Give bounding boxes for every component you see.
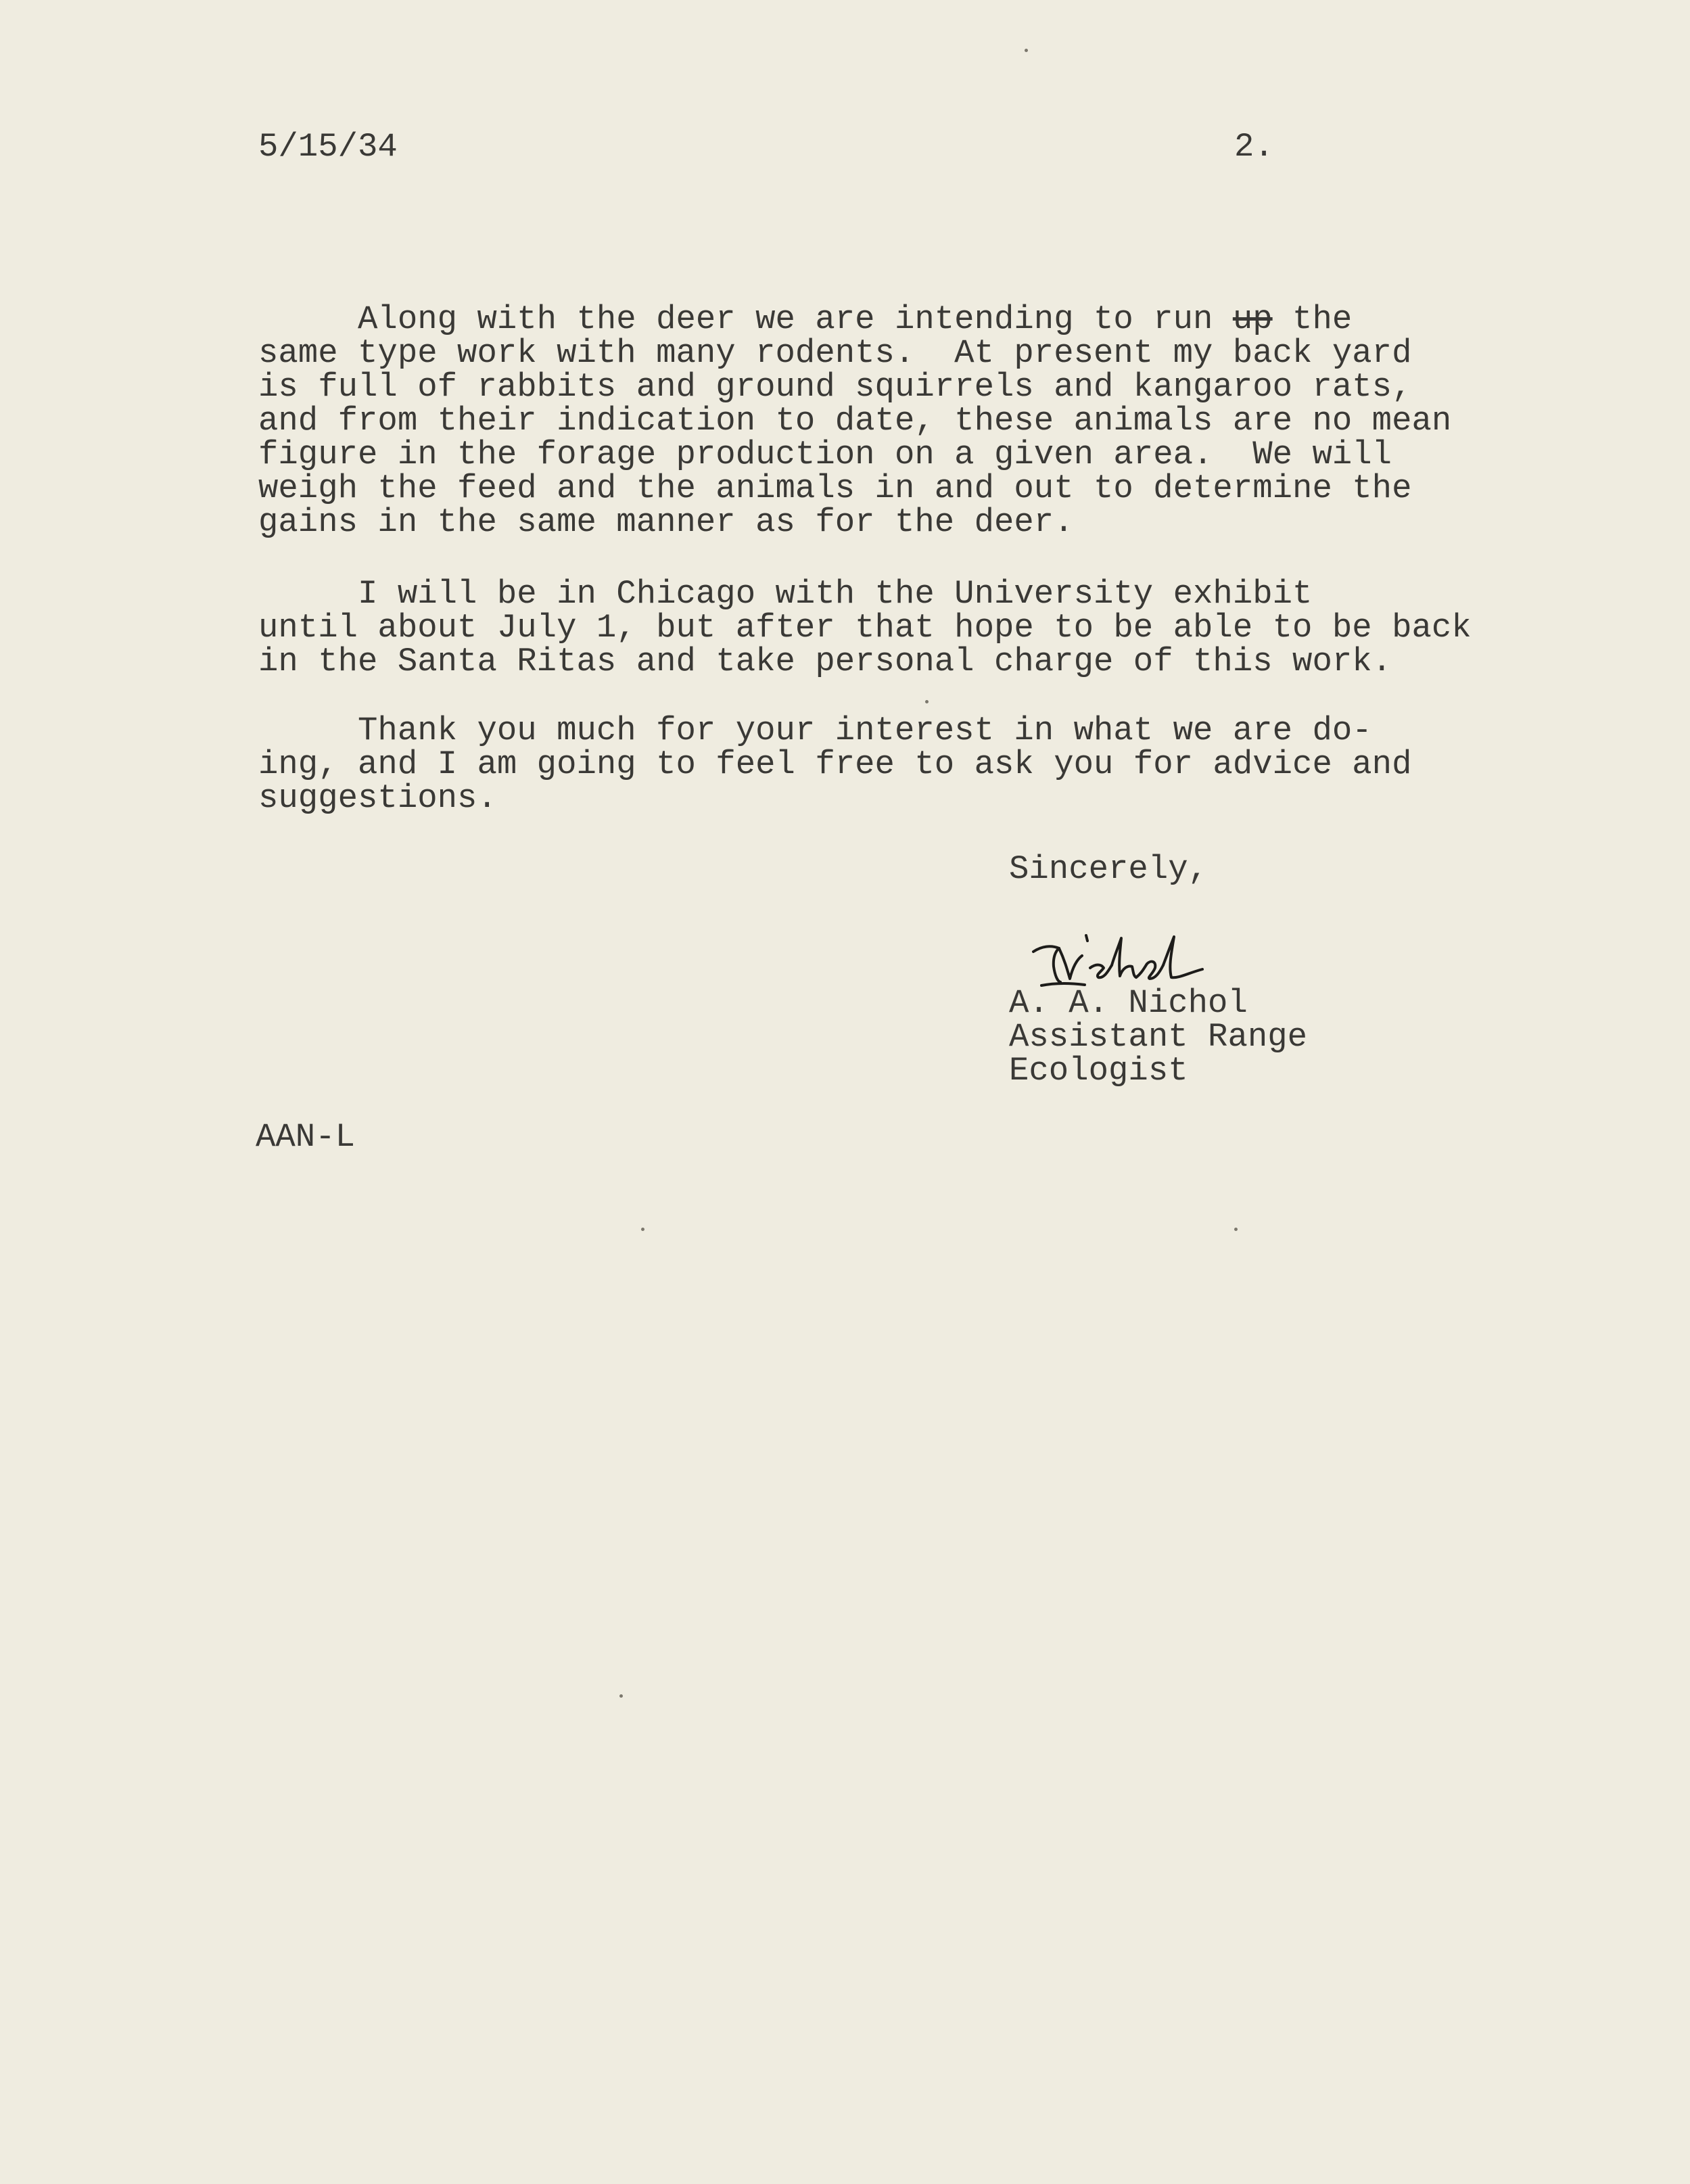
paper-speck	[925, 700, 929, 703]
page-number: 2.	[1234, 128, 1274, 166]
handwritten-signature	[1028, 916, 1231, 994]
paragraph-2-line-2: until about July 1, but after that hope to be able to be back	[258, 609, 1472, 647]
paragraph-1-line-7: gains in the same manner as for the deer.	[258, 503, 1074, 541]
paragraph-1-line-3: is full of rabbits and ground squirrels and kangaroo rats,	[258, 368, 1412, 406]
signer-name: A. A. Nichol	[1009, 984, 1248, 1022]
paragraph-2-line-1: I will be in Chicago with the University exhibit	[258, 575, 1313, 613]
signature-text: Nichol	[1028, 916, 1031, 917]
paper-speck	[1234, 1228, 1238, 1231]
signer-title-line-1: Assistant Range	[1009, 1018, 1308, 1056]
paragraph-1-line-4: and from their indication to date, these animals are no mean	[258, 402, 1452, 440]
struck-word: up	[1232, 300, 1273, 338]
line-text-post: the	[1272, 300, 1353, 338]
paragraph-3-line-3: suggestions.	[258, 779, 497, 817]
paragraph-3-line-2: ing, and I am going to feel free to ask you for advice and	[258, 745, 1412, 783]
closing: Sincerely,	[1009, 850, 1208, 888]
paragraph-1-line-5: figure in the forage production on a given area. We will	[258, 436, 1392, 473]
paper-speck	[641, 1228, 644, 1231]
paper-speck	[619, 1694, 623, 1698]
reference-initials: AAN-L	[256, 1118, 356, 1156]
paragraph-3-line-1: Thank you much for your interest in what we are do-	[258, 712, 1372, 749]
paragraph-1-line-2: same type work with many rodents. At present my back yard	[258, 334, 1412, 372]
line-text-pre: Along with the deer we are intending to run	[258, 300, 1233, 338]
paragraph-1-line-1	[258, 302, 1352, 336]
letter-date: 5/15/34	[258, 128, 398, 166]
signer-title-line-2: Ecologist	[1009, 1052, 1188, 1090]
paragraph-2-line-3: in the Santa Ritas and take personal charge of this work.	[258, 643, 1392, 680]
paper-speck	[1025, 49, 1028, 52]
paragraph-1-line-6: weigh the feed and the animals in and out to determine the	[258, 469, 1412, 507]
